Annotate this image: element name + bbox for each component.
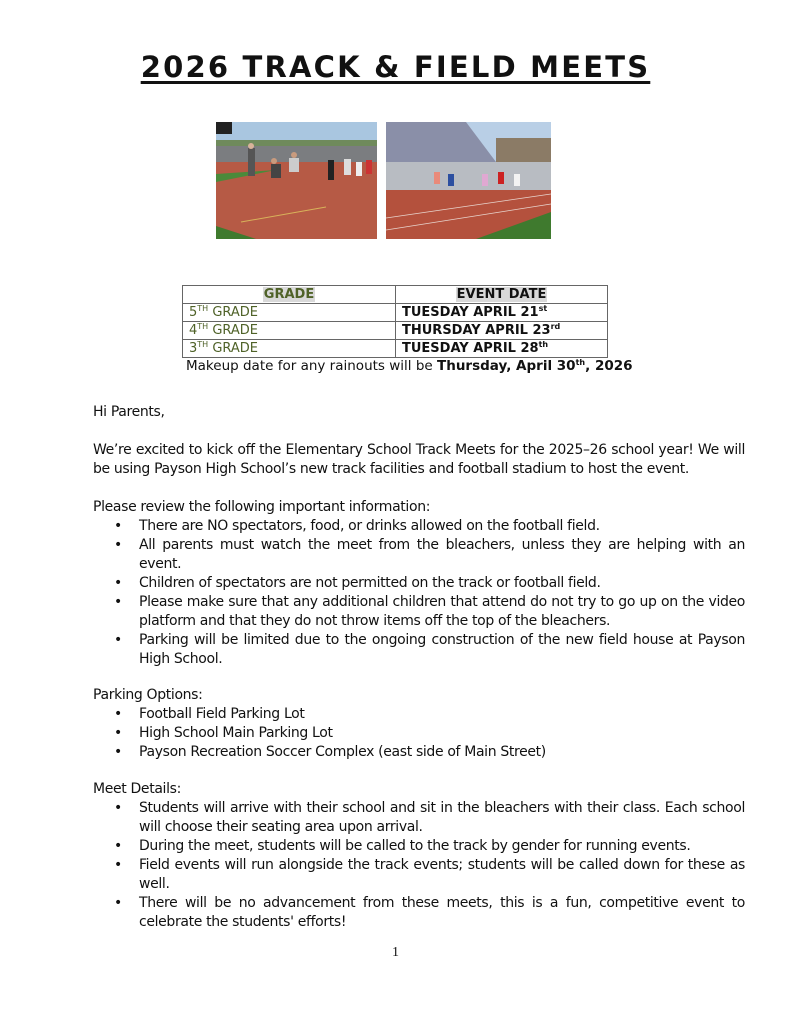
date-cell: THURSDAY APRIL 23rd: [396, 322, 608, 340]
table-row: [183, 304, 608, 322]
meet-details-list: [93, 799, 745, 932]
grade-cell: 3TH GRADE: [183, 340, 396, 358]
bullet-icon: •: [114, 800, 122, 816]
sprint-race-image: [386, 122, 551, 239]
section-heading: Please review the following important information:: [93, 499, 431, 515]
intro-paragraph: We’re excited to kick off the Elementary School Track Meets for the 2025–26 school year! We will be using Payson High School’s new track facilities and football stadium to host the event.: [93, 442, 745, 477]
grade-cell: 4TH GRADE: [183, 322, 396, 340]
list-item: • Children of spectators are not permitted on the track or football field.: [114, 575, 601, 591]
section-heading: Parking Options:: [93, 687, 203, 703]
bullet-icon: •: [114, 895, 122, 911]
parking-options-section: [93, 686, 745, 762]
important-info-list: [93, 517, 745, 669]
date-cell: TUESDAY APRIL 21st: [396, 304, 608, 322]
bullet-icon: •: [114, 857, 122, 873]
list-item: • There are NO spectators, food, or drinks allowed on the football field.: [114, 518, 600, 534]
bullet-icon: •: [114, 594, 122, 610]
table-header-row: [183, 286, 608, 304]
important-info-section: [93, 498, 745, 669]
list-item: • Field events will run alongside the track events; students will be called down for these as well.: [114, 857, 745, 892]
list-item: • Please make sure that any additional children that attend do not try to go up on the video platform and that they do not throw items off the top of the bleachers.: [114, 594, 745, 629]
bullet-icon: •: [114, 518, 122, 534]
list-item: • There will be no advancement from these meets, this is a fun, competitive event to celebrate the students' efforts!: [114, 895, 745, 930]
photo-sprint-race: [386, 122, 551, 239]
bullet-icon: •: [114, 725, 122, 741]
table-row: [183, 340, 608, 358]
header-event-date: EVENT DATE: [396, 286, 608, 304]
parking-options-list: [93, 705, 745, 762]
list-item: • Payson Recreation Soccer Complex (east side of Main Street): [114, 744, 546, 760]
bullet-icon: •: [114, 632, 122, 648]
date-cell: TUESDAY APRIL 28th: [396, 340, 608, 358]
section-heading: Meet Details:: [93, 781, 181, 797]
list-item: • During the meet, students will be called to the track by gender for running events.: [114, 838, 691, 854]
list-item: • High School Main Parking Lot: [114, 725, 333, 741]
photo-long-jump: [216, 122, 377, 239]
list-item: • Students will arrive with their school and sit in the bleachers with their class. Each school will choose their seating area upon arrival.: [114, 800, 745, 835]
list-item: • Football Field Parking Lot: [114, 706, 305, 722]
page-number: 1: [392, 945, 399, 960]
meet-details-section: [93, 780, 745, 932]
bullet-icon: •: [114, 706, 122, 722]
header-grade: GRADE: [183, 286, 396, 304]
greeting: Hi Parents,: [93, 404, 165, 420]
page-title: 2026 TRACK & FIELD MEETS: [140, 50, 651, 84]
bullet-icon: •: [114, 744, 122, 760]
makeup-date-note: Makeup date for any rainouts will be Thursday, April 30th, 2026: [186, 358, 633, 374]
table-row: [183, 322, 608, 340]
long-jump-image: [216, 122, 377, 239]
bullet-icon: •: [114, 537, 122, 553]
bullet-icon: •: [114, 575, 122, 591]
bullet-icon: •: [114, 838, 122, 854]
grade-cell: 5TH GRADE: [183, 304, 396, 322]
schedule-table: [182, 285, 608, 358]
list-item: • All parents must watch the meet from the bleachers, unless they are helping with an event.: [114, 537, 745, 572]
makeup-date: Thursday, April 30th, 2026: [437, 358, 633, 374]
list-item: • Parking will be limited due to the ongoing construction of the new field house at Payson High School.: [114, 632, 745, 667]
